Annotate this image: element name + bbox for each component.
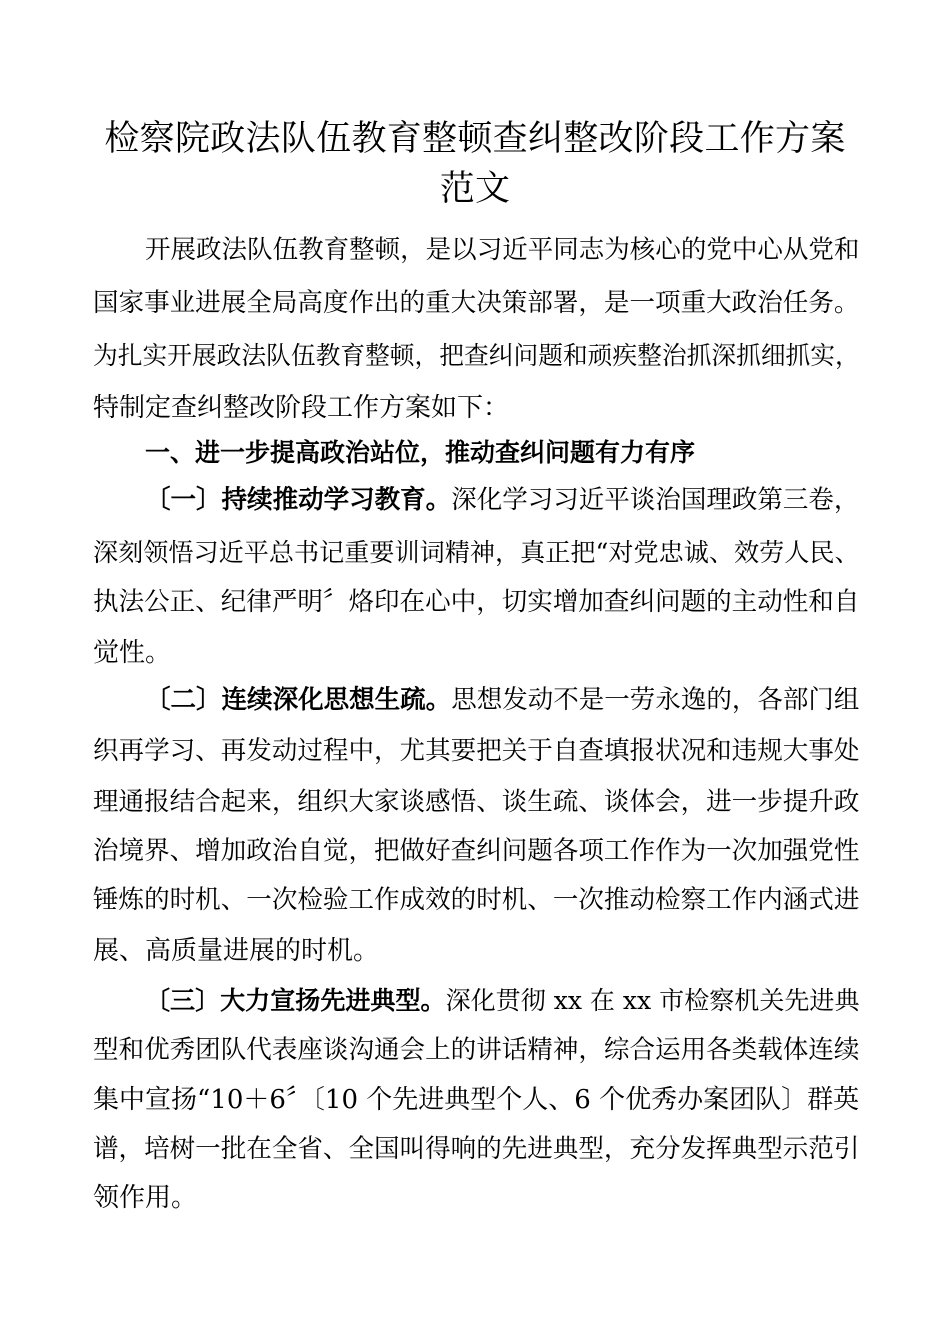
document-title-line-2: 范文	[439, 169, 511, 209]
item-3-first-line	[145, 988, 860, 1013]
item-2-first-line-text: 思想发动不是一劳永逸的，各部门组	[451, 685, 860, 715]
item-2-first-line	[145, 685, 860, 715]
item-2-line-4: 治境界、增加政治自觉，把做好查纠问题各项工作作为一次加强党性	[93, 836, 860, 866]
section-1-heading: 一、进一步提高政治站位，推动查纠问题有力有序	[145, 438, 696, 467]
intro-line-1: 开展政法队伍教育整顿，是以习近平同志为核心的党中心从党和	[145, 235, 860, 265]
item-3-line-2: 型和优秀团队代表座谈沟通会上的讲话精神，综合运用各类载体连续	[93, 1035, 860, 1065]
item-2-line-3: 理通报结合起来，组织大家谈感悟、谈生疏、谈体会，进一步提升政	[93, 787, 860, 817]
item-2-line-6: 展、高质量进展的时机。	[93, 936, 380, 966]
item-3-line-3: 集中宣扬“10＋6〞〔10 个先进典型个人、6 个优秀办案团队〕群英	[93, 1085, 860, 1115]
item-1-first-line	[145, 485, 860, 515]
item-2-line-5: 锤炼的时机、一次检验工作成效的时机、一次推动检察工作内涵式进	[93, 885, 860, 915]
item-1-line-2: 深刻领悟习近平总书记重要训词精神，真正把“对党忠诚、效劳人民、	[93, 538, 860, 567]
item-2-label: 〔二〕连续深化思想生疏。	[145, 685, 452, 715]
intro-line-3: 为扎实开展政法队伍教育整顿，把查纠问题和顽疾整治抓深抓细抓实，	[93, 341, 860, 370]
item-3-first-line-text: 深化贯彻 xx 在 xx 市检察机关先进典	[445, 986, 860, 1015]
item-2-line-2: 织再学习、再发动过程中，尤其要把关于自查填报状况和违规大事处	[93, 736, 860, 766]
item-3-label: 〔三〕大力宣扬先进典型。	[145, 986, 446, 1015]
item-1-line-3: 执法公正、纪律严明〞烙印在心中，切实增加查纠问题的主动性和自	[93, 587, 860, 617]
document-title-line-1: 检察院政法队伍教育整顿查纠整改阶段工作方案	[104, 119, 846, 159]
intro-line-2: 国家事业进展全局高度作出的重大决策部署，是一项重大政治任务。	[93, 288, 860, 318]
item-3-line-5: 领作用。	[93, 1183, 198, 1213]
item-1-line-4: 觉性。	[93, 638, 172, 668]
intro-line-4: 特制定查纠整改阶段工作方案如下：	[93, 393, 510, 423]
item-1-label: 〔一〕持续推动学习教育。	[145, 485, 452, 515]
item-3-line-4: 谱，培树一批在全省、全国叫得响的先进典型，充分发挥典型示范引	[93, 1134, 860, 1164]
item-1-first-line-text: 深化学习习近平谈治国理政第三卷，	[451, 485, 860, 515]
